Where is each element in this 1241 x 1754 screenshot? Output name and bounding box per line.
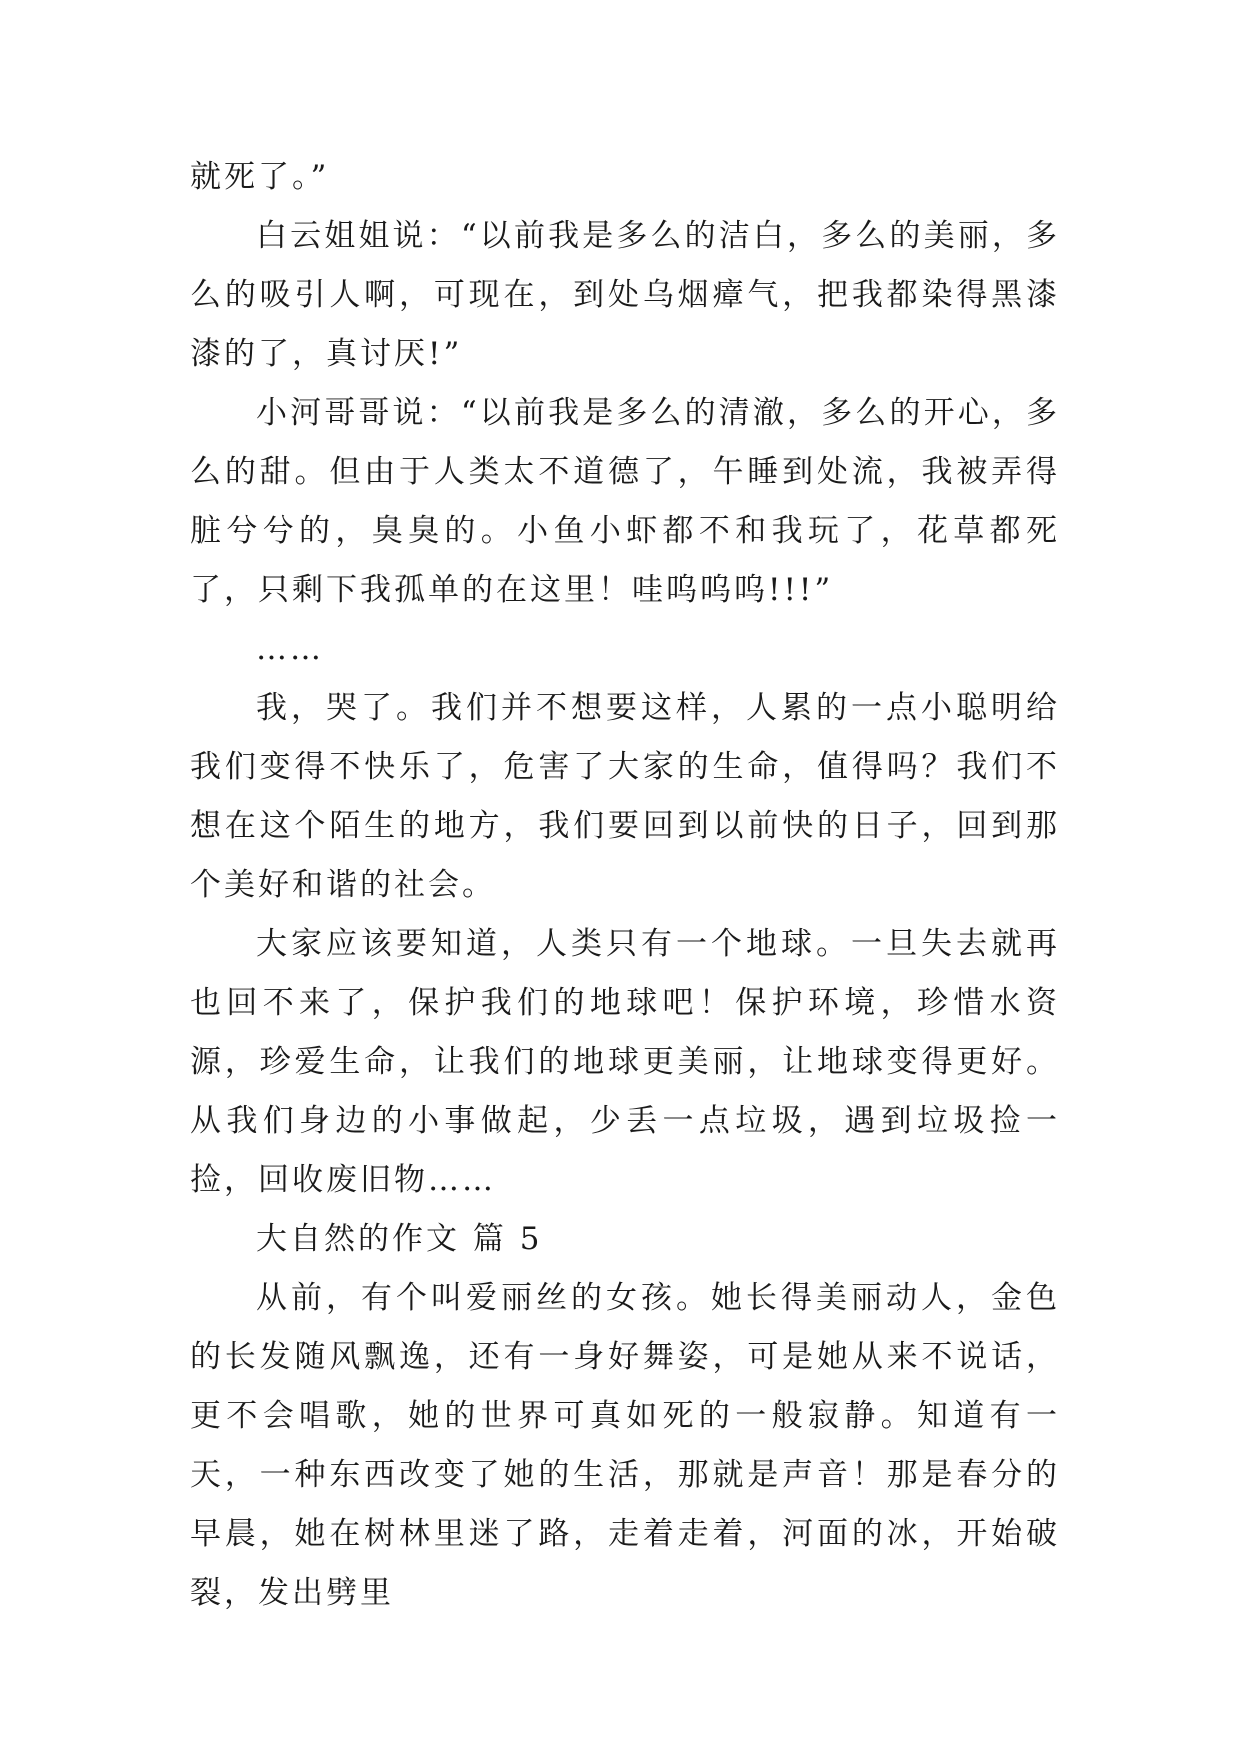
paragraph-alice: 从前，有个叫爱丽丝的女孩。她长得美丽动人，金色的长发随风飘逸，还有一身好舞姿，可是她从来不说话，更不会唱歌，她的世界可真如死的一般寂静。知道有一天，一种东西改变了她的生活，那就是声音！那是春分的早晨，她在树林里迷了路，走着走着，河面的冰，开始破裂，发出劈里 <box>190 1280 1060 1611</box>
paragraph-ellipsis: …… <box>256 631 324 667</box>
section-heading: 大自然的作文 篇 5 <box>256 1221 543 1257</box>
paragraph-white-cloud: 白云姐姐说：“以前我是多么的洁白，多么的美丽，多么的吸引人啊，可现在，到处乌烟瘴气，把我都染得黑漆漆的了，真讨厌!” <box>190 218 1060 372</box>
paragraph-river: 小河哥哥说：“以前我是多么的清澈，多么的开心，多么的甜。但由于人类太不道德了，午睡到处流，我被弄得脏兮兮的，臭臭的。小鱼小虾都不和我玩了，花草都死了，只剩下我孤单的在这里！哇呜呜呜!!!” <box>190 395 1060 608</box>
paragraph-i-cried: 我，哭了。我们并不想要这样，人累的一点小聪明给我们变得不快乐了，危害了大家的生命，值得吗？我们不想在这个陌生的地方，我们要回到以前快的日子，回到那个美好和谐的社会。 <box>190 690 1060 903</box>
paragraph-continuation: 就死了。” <box>190 159 330 195</box>
paragraph-protect-earth: 大家应该要知道，人类只有一个地球。一旦失去就再也回不来了，保护我们的地球吧！保护环境，珍惜水资源，珍爱生命，让我们的地球更美丽，让地球变得更好。从我们身边的小事做起，少丢一点垃圾，遇到垃圾捡一捡，回收废旧物…… <box>190 926 1060 1198</box>
document-body <box>190 148 1060 1623</box>
